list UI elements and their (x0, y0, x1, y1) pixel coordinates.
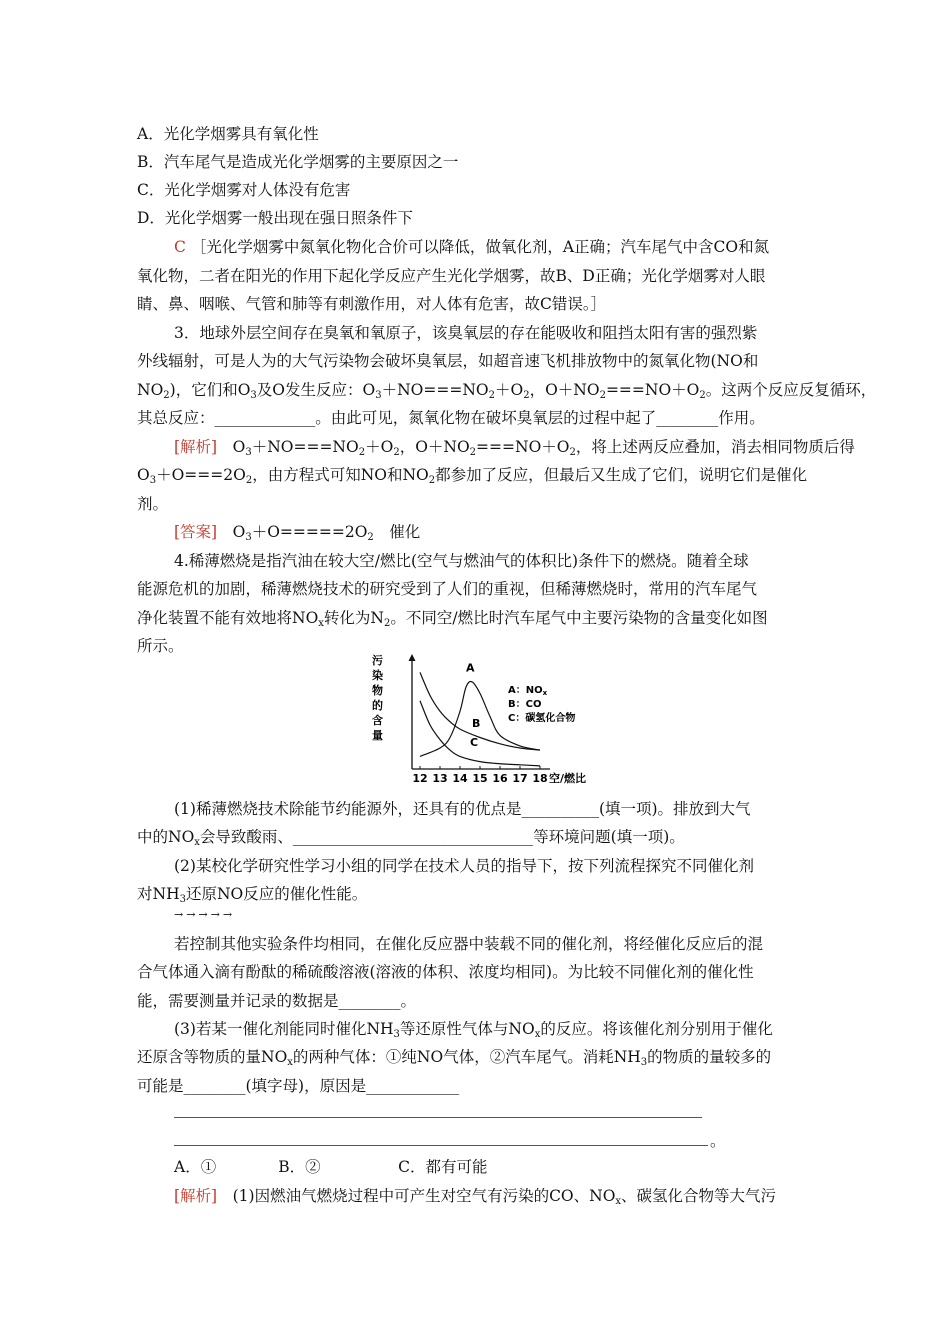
curve-label-b: B (472, 717, 481, 730)
legend-b: B：CO (508, 699, 542, 710)
q4-p3-line-1: (3)若某一催化剂能同时催化$NH_3$等还原性气体与$NO_x$的反应。将该催化剂分别用于催化 (174, 1020, 773, 1040)
q4-line-4: 所示。 (137, 637, 184, 655)
q3-analysis-line-1: [解析] $O_3+NO===NO_2+O_2$，$O+NO_2===NO+O_2$，将上述两反应叠加，消去相同物质后得 (174, 438, 855, 458)
answer-blank-line-1 (174, 1117, 702, 1118)
option-d: D．光化学烟雾一般出现在强日照条件下 (137, 209, 413, 227)
ylabel-char: 量 (372, 729, 383, 742)
curve-label-c: C (470, 735, 479, 749)
q3-analysis-line-2: $O_3+O===2O_2$，由方程式可知NO和$NO_2$都参加了反应，但最后又生成了它们，说明它们是催化 (137, 466, 808, 486)
q4-p2-line-3: 若控制其他实验条件均相同，在催化反应器中装载不同的催化剂，将经催化反应后的混 (174, 935, 764, 953)
x-tick-label: 17 (512, 772, 528, 785)
q3-line-3: $NO_2$)，它们和$O_3$及O发生反应：$O_3+NO===NO_2+O_2$，$O+NO_2===NO+O_2$。这两个反应反复循环， (137, 381, 877, 401)
answer-line-3: 睛、鼻、咽喉、气管和肺等有刺激作用，对人体有危害，故C错误。］ (137, 295, 607, 313)
q4-p2-line-1: (2)某校化学研究性学习小组的同学在技术人员的指导下，按下列流程探究不同催化剂 (174, 857, 754, 875)
q3-line-4: 其总反应：_____________。由此可见，氮氧化物在破坏臭氧层的过程中起了________作用。 (137, 409, 765, 427)
q4-line-2: 能源危机的加剧，稀薄燃烧技术的研究受到了人们的重视，但稀薄燃烧时，常用的汽车尾气 (137, 580, 758, 598)
ylabel-char: 污 (372, 654, 383, 667)
q4-line-3: 净化装置不能有效地将$NO_x$转化为$N_2$。不同空/燃比时汽车尾气中主要污染物的含量变化如图 (137, 609, 768, 629)
y-axis-label (372, 653, 383, 742)
q3-answer-line: [答案] $O_3+O=====2O_2$ 催化 (174, 523, 421, 543)
legend-a: A：$NO_x$ (508, 685, 548, 697)
answer-tag: [答案] (174, 523, 218, 541)
ylabel-char: 的 (372, 699, 383, 712)
q4-p2-line-5: 能，需要测量并记录的数据是________。 (137, 992, 417, 1010)
option-a: A．光化学烟雾具有氧化性 (137, 125, 319, 143)
flow-arrows: →→→→→ (174, 908, 236, 921)
q4-analysis-line: [解析] (1)因燃油气燃烧过程中可产生对空气有污染的CO、$NO_x$、碳氢化合物等大气污 (174, 1187, 777, 1207)
y-axis-arrow (409, 654, 416, 661)
blank-end-mark: 。 (710, 1132, 726, 1150)
q4-p3-line-2: 还原含等物质的量$NO_x$的两种气体：①纯NO气体，②汽车尾气。消耗$NH_3$的物质的量较多的 (137, 1048, 772, 1068)
legend-c: C：碳氢化合物 (508, 713, 576, 724)
q3-line-2: 外线辐射，可是人为的大气污染物会破坏臭氧层，如超音速飞机排放物中的氮氧化物(NO和 (137, 352, 759, 370)
x-tick-label: 12 (412, 772, 428, 785)
answer-letter: C (174, 238, 186, 256)
q4-p2-line-4: 合气体通入滴有酚酞的稀硫酸溶液(溶液的体积、浓度均相同)。为比较不同催化剂的催化性 (137, 963, 754, 981)
q4-line-1: 4.稀薄燃烧是指汽油在较大空/燃比(空气与燃油气的体积比)条件下的燃烧。随着全球 (174, 552, 749, 570)
answer-line-2: 氧化物，二者在阳光的作用下起化学反应产生光化学烟雾，故B、D正确；光化学烟雾对人眼 (137, 267, 766, 285)
ylabel-char: 物 (372, 684, 383, 697)
analysis-tag: [解析] (174, 438, 218, 456)
q4-p3-line-3: 可能是________(填字母)，原因是____________ (137, 1077, 460, 1095)
ylabel-char: 含 (372, 714, 383, 727)
analysis-tag-2: [解析] (174, 1187, 218, 1205)
answer-blank-line-2 (174, 1145, 708, 1146)
x-tick-label: 13 (432, 772, 448, 785)
x-tick-label: 15 (472, 772, 488, 785)
q4-p1-line-2: 中的$NO_x$会导致酸雨、_______________________________等环境问题(填一项)。 (137, 828, 685, 848)
pollutant-chart (368, 652, 604, 792)
q4-p3-options: A．① B．② C．都有可能 (174, 1158, 488, 1176)
series-c-line (420, 701, 540, 766)
answer-line-1 (174, 237, 854, 257)
curve-label-a: A (466, 661, 475, 675)
x-tick-label: 14 (452, 772, 468, 785)
answer-text-1: ［光化学烟雾中氮氧化物化合价可以降低，做氧化剂，A正确；汽车尾气中含CO和氮 (190, 238, 770, 256)
q3-line-1: 3．地球外层空间存在臭氧和氧原子，该臭氧层的存在能吸收和阻挡太阳有害的强烈紫 (174, 324, 758, 342)
ylabel-char: 染 (372, 669, 383, 682)
q4-p2-line-2: 对$NH_3$还原NO反应的催化性能。 (137, 885, 368, 905)
option-b: B．汽车尾气是造成光化学烟雾的主要原因之一 (137, 153, 459, 171)
q3-analysis-line-3: 剂。 (137, 495, 169, 513)
x-axis-label: 空/燃比 (549, 772, 587, 785)
x-tick-label: 18 (532, 772, 548, 785)
q4-p1-line-1: (1)稀薄燃烧技术除能节约能源外，还具有的优点是__________(填一项)。排放到大气 (174, 800, 751, 818)
option-c: C．光化学烟雾对人体没有危害 (137, 181, 351, 199)
x-tick-label: 16 (492, 772, 508, 785)
